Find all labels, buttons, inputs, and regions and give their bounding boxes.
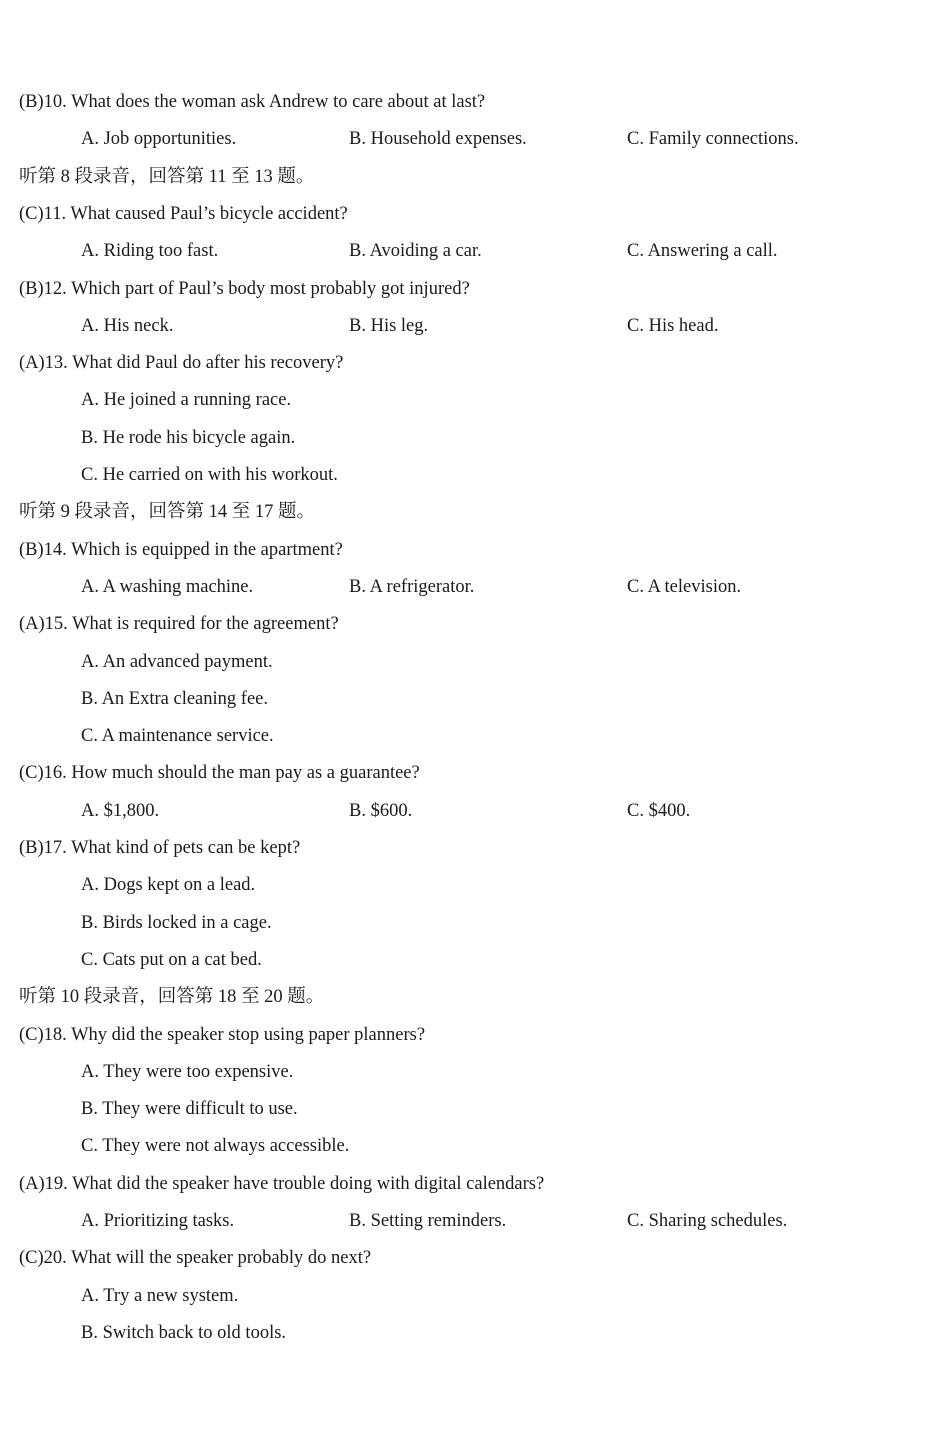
option-text: B. He rode his bicycle again.: [81, 427, 296, 448]
option-text: A. Try a new system.: [81, 1285, 239, 1306]
section-heading: 听第 9 段录音，回答第 14 至 17 题。: [19, 502, 316, 523]
option-a: A. His neck.: [81, 315, 174, 336]
option-row: [0, 1203, 950, 1240]
option-b: B. Setting reminders.: [349, 1211, 507, 1231]
option-a: A. Job opportunities.: [81, 129, 237, 150]
option-text: B. They were difficult to use.: [81, 1099, 298, 1120]
option-row: [0, 308, 950, 345]
option-row: [0, 793, 950, 830]
section-heading: 听第 10 段录音，回答第 18 至 20 题。: [19, 987, 325, 1008]
option-c: C. Sharing schedules.: [627, 1211, 788, 1231]
option-row: [0, 233, 950, 270]
option-b: B. His leg.: [349, 315, 429, 336]
option-a: A. $1,800.: [81, 800, 160, 821]
option-c: C. His head.: [627, 315, 719, 336]
question-text: (C)11. What caused Paul’s bicycle accident?: [19, 203, 348, 224]
question-text: (A)19. What did the speaker have trouble doing with digital calendars?: [19, 1173, 545, 1194]
question-text: (A)15. What is required for the agreement?: [19, 614, 339, 635]
question-text: (C)18. Why did the speaker stop using paper planners?: [19, 1024, 426, 1045]
option-text: A. They were too expensive.: [81, 1061, 294, 1082]
question-text: (A)13. What did Paul do after his recovery?: [19, 353, 344, 374]
option-text: A. He joined a running race.: [81, 390, 292, 411]
option-c: C. $400.: [627, 800, 691, 821]
question-text: (B)14. Which is equipped in the apartment?: [19, 539, 343, 560]
option-text: C. They were not always accessible.: [81, 1136, 350, 1157]
option-c: C. Family connections.: [627, 129, 799, 150]
option-text: A. Dogs kept on a lead.: [81, 875, 256, 896]
option-text: C. Cats put on a cat bed.: [81, 949, 262, 970]
option-text: C. A maintenance service.: [81, 726, 274, 747]
option-a: A. Riding too fast.: [81, 241, 219, 262]
question-text: (B)12. Which part of Paul’s body most probably got injured?: [19, 278, 470, 299]
option-a: A. Prioritizing tasks.: [81, 1211, 235, 1231]
option-text: A. An advanced payment.: [81, 651, 273, 672]
option-b: B. Avoiding a car.: [349, 241, 482, 262]
option-row: [0, 121, 950, 158]
option-b: B. A refrigerator.: [349, 576, 475, 597]
option-text: B. Birds locked in a cage.: [81, 912, 272, 933]
question-text: (B)17. What kind of pets can be kept?: [19, 838, 301, 858]
option-b: B. $600.: [349, 800, 413, 821]
option-text: B. An Extra cleaning fee.: [81, 688, 268, 709]
question-text: (B)10. What does the woman ask Andrew to care about at last?: [19, 92, 486, 112]
option-row: [0, 569, 950, 606]
question-text: (C)20. What will the speaker probably do next?: [19, 1248, 372, 1269]
option-b: B. Household expenses.: [349, 129, 527, 150]
option-c: C. Answering a call.: [627, 241, 778, 262]
section-heading: 听第 8 段录音，回答第 11 至 13 题。: [19, 166, 315, 187]
option-a: A. A washing machine.: [81, 576, 254, 597]
option-c: C. A television.: [627, 576, 742, 597]
option-text: C. He carried on with his workout.: [81, 465, 338, 485]
question-text: (C)16. How much should the man pay as a guarantee?: [19, 763, 420, 784]
option-text: B. Switch back to old tools.: [81, 1322, 287, 1343]
